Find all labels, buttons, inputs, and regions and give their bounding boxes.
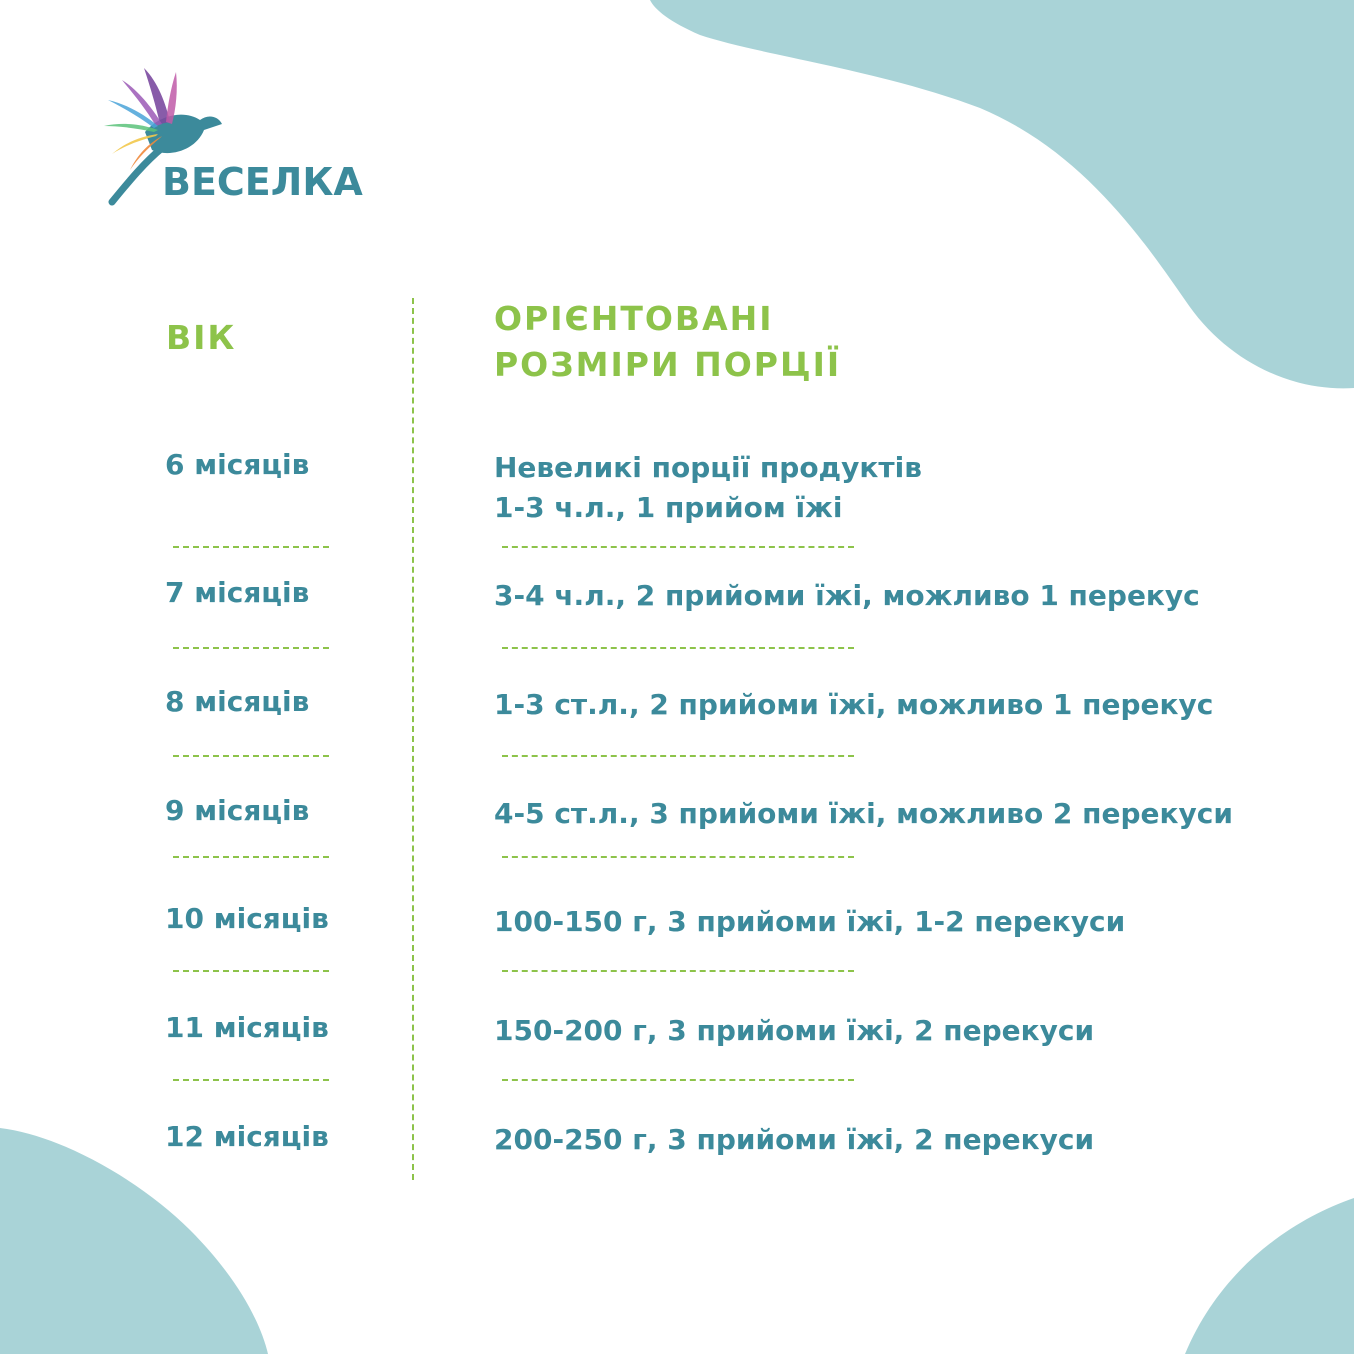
portion-header-line2: РОЗМІРИ ПОРЦІЇ [494, 345, 842, 384]
row-separator [502, 856, 854, 858]
portion-cell: 200-250 г, 3 прийоми їжі, 2 перекуси [494, 1123, 1095, 1156]
portion-cell [494, 448, 922, 528]
age-cell: 11 місяців [165, 1011, 329, 1044]
brand-name: ВЕСЕЛКА [162, 160, 363, 204]
portion-cell: 3-4 ч.л., 2 прийоми їжі, можливо 1 перекус [494, 579, 1200, 612]
age-column-header: ВІК [166, 318, 237, 357]
row-separator [502, 970, 854, 972]
age-cell: 12 місяців [165, 1120, 329, 1153]
age-cell: 7 місяців [165, 576, 310, 609]
portion-cell: 4-5 ст.л., 3 прийоми їжі, можливо 2 перекуси [494, 797, 1234, 830]
portion-line: 1-3 ч.л., 1 прийом їжі [494, 491, 843, 524]
row-separator [173, 546, 329, 548]
portion-cell: 150-200 г, 3 прийоми їжі, 2 перекуси [494, 1014, 1095, 1047]
row-separator [173, 647, 329, 649]
column-divider [412, 298, 414, 1180]
portion-header-line1: ОРІЄНТОВАНІ [494, 299, 774, 338]
age-cell: 8 місяців [165, 685, 310, 718]
bottom-right-blob [1185, 1198, 1354, 1354]
row-separator [502, 647, 854, 649]
portion-cell: 1-3 ст.л., 2 прийоми їжі, можливо 1 перекус [494, 688, 1214, 721]
age-cell: 6 місяців [165, 448, 310, 481]
age-cell: 9 місяців [165, 794, 310, 827]
row-separator [173, 755, 329, 757]
portion-column-header [494, 296, 841, 388]
row-separator [502, 1079, 854, 1081]
row-separator [173, 856, 329, 858]
row-separator [173, 1079, 329, 1081]
age-cell: 10 місяців [165, 902, 329, 935]
row-separator [502, 755, 854, 757]
portion-cell: 100-150 г, 3 прийоми їжі, 1-2 перекуси [494, 905, 1126, 938]
row-separator [173, 970, 329, 972]
row-separator [502, 546, 854, 548]
bottom-left-blob [0, 1128, 268, 1354]
portion-line: Невеликі порції продуктів [494, 451, 922, 484]
